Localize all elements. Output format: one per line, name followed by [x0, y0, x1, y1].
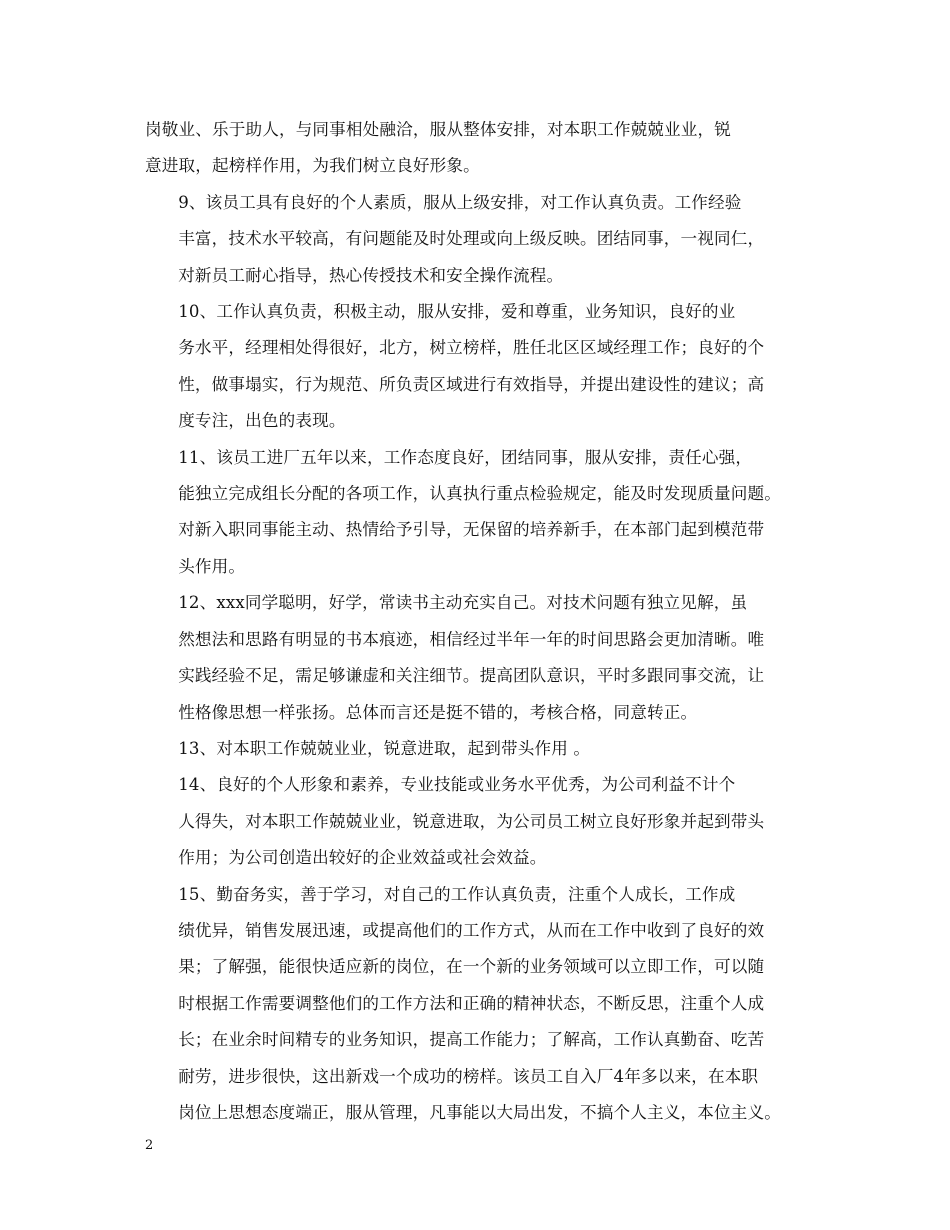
text-line: 10、工作认真负责，积极主动，服从安排，爱和尊重，业务知识，良好的业 [178, 302, 736, 322]
text-line: 9、该员工具有良好的个人素质，服从上级安排，对工作认真负责。工作经验 [178, 192, 742, 212]
text-line: 性，做事塌实，行为规范、所负责区域进行有效指导，并提出建设性的建议；高 [178, 374, 765, 394]
text-line: 度专注，出色的表现。 [178, 411, 346, 431]
text-line: 长；在业余时间精专的业务知识，提高工作能力；了解高，工作认真勤奋、吃苦 [178, 1030, 765, 1050]
text-line: 15、勤奋务实，善于学习，对自己的工作认真负责，注重个人成长，工作成 [178, 884, 736, 904]
text-line: 实践经验不足，需足够谦虚和关注细节。提高团队意识，平时多跟同事交流，让 [178, 666, 765, 686]
paragraph [145, 731, 807, 767]
text-line: 绩优异，销售发展迅速，或提高他们的工作方式，从而在工作中收到了良好的效 [178, 920, 765, 940]
paragraph [145, 767, 807, 876]
text-line: 人得失，对本职工作兢兢业业，锐意进取，为公司员工树立良好形象并起到带头 [178, 811, 765, 831]
text-line: 11、该员工进厂五年以来，工作态度良好，团结同事，服从安排，责任心强， [178, 447, 753, 467]
text-line: 耐劳，进步很快，这出新戏一个成功的榜样。该员工自入厂4年多以来，在本职 [178, 1066, 759, 1086]
paragraph [145, 877, 807, 1132]
text-line: 对新员工耐心指导，热心传授技术和安全操作流程。 [178, 265, 564, 285]
paragraph [145, 185, 807, 294]
page-number: 2 [145, 1138, 154, 1153]
paragraph [145, 585, 807, 731]
text-line: 性格像思想一样张扬。总体而言还是挺不错的，考核合格，同意转正。 [178, 702, 698, 722]
text-line: 意进取，起榜样作用，为我们树立良好形象。 [145, 156, 480, 176]
text-line: 12、xxx同学聪明，好学，常读书主动充实自己。对技术问题有独立见解，虽 [178, 593, 748, 613]
paragraph [145, 440, 807, 586]
text-line: 果；了解强，能很快适应新的岗位，在一个新的业务领域可以立即工作，可以随 [178, 957, 765, 977]
paragraph [145, 294, 807, 440]
paragraph [145, 112, 807, 185]
text-line: 14、良好的个人形象和素养，专业技能或业务水平优秀，为公司利益不计个 [178, 775, 736, 795]
text-line: 时根据工作需要调整他们的工作方法和正确的精神状态，不断反思，注重个人成 [178, 993, 765, 1013]
text-line: 头作用。 [178, 556, 246, 576]
text-line: 能独立完成组长分配的各项工作，认真执行重点检验规定，能及时发现质量问题。 [178, 484, 781, 504]
text-line: 务水平，经理相处得很好，北方，树立榜样，胜任北区区域经理工作；良好的个 [178, 338, 765, 358]
document-body [145, 112, 807, 1131]
text-line: 然想法和思路有明显的书本痕迹，相信经过半年一年的时间思路会更加清晰。唯 [178, 629, 765, 649]
text-line: 岗位上思想态度端正，服从管理，凡事能以大局出发，不搞个人主义，本位主义。 [178, 1102, 781, 1122]
text-line: 13、对本职工作兢兢业业，锐意进取，起到带头作用 。 [178, 738, 591, 758]
text-line: 岗敬业、乐于助人，与同事相处融洽，服从整体安排，对本职工作兢兢业业，锐 [145, 120, 732, 139]
text-line: 丰富，技术水平较高，有问题能及时处理或向上级反映。团结同事，一视同仁， [178, 229, 765, 249]
text-line: 作用；为公司创造出较好的企业效益或社会效益。 [178, 848, 547, 868]
text-line: 对新入职同事能主动、热情给予引导，无保留的培养新手，在本部门起到模范带 [178, 520, 765, 540]
